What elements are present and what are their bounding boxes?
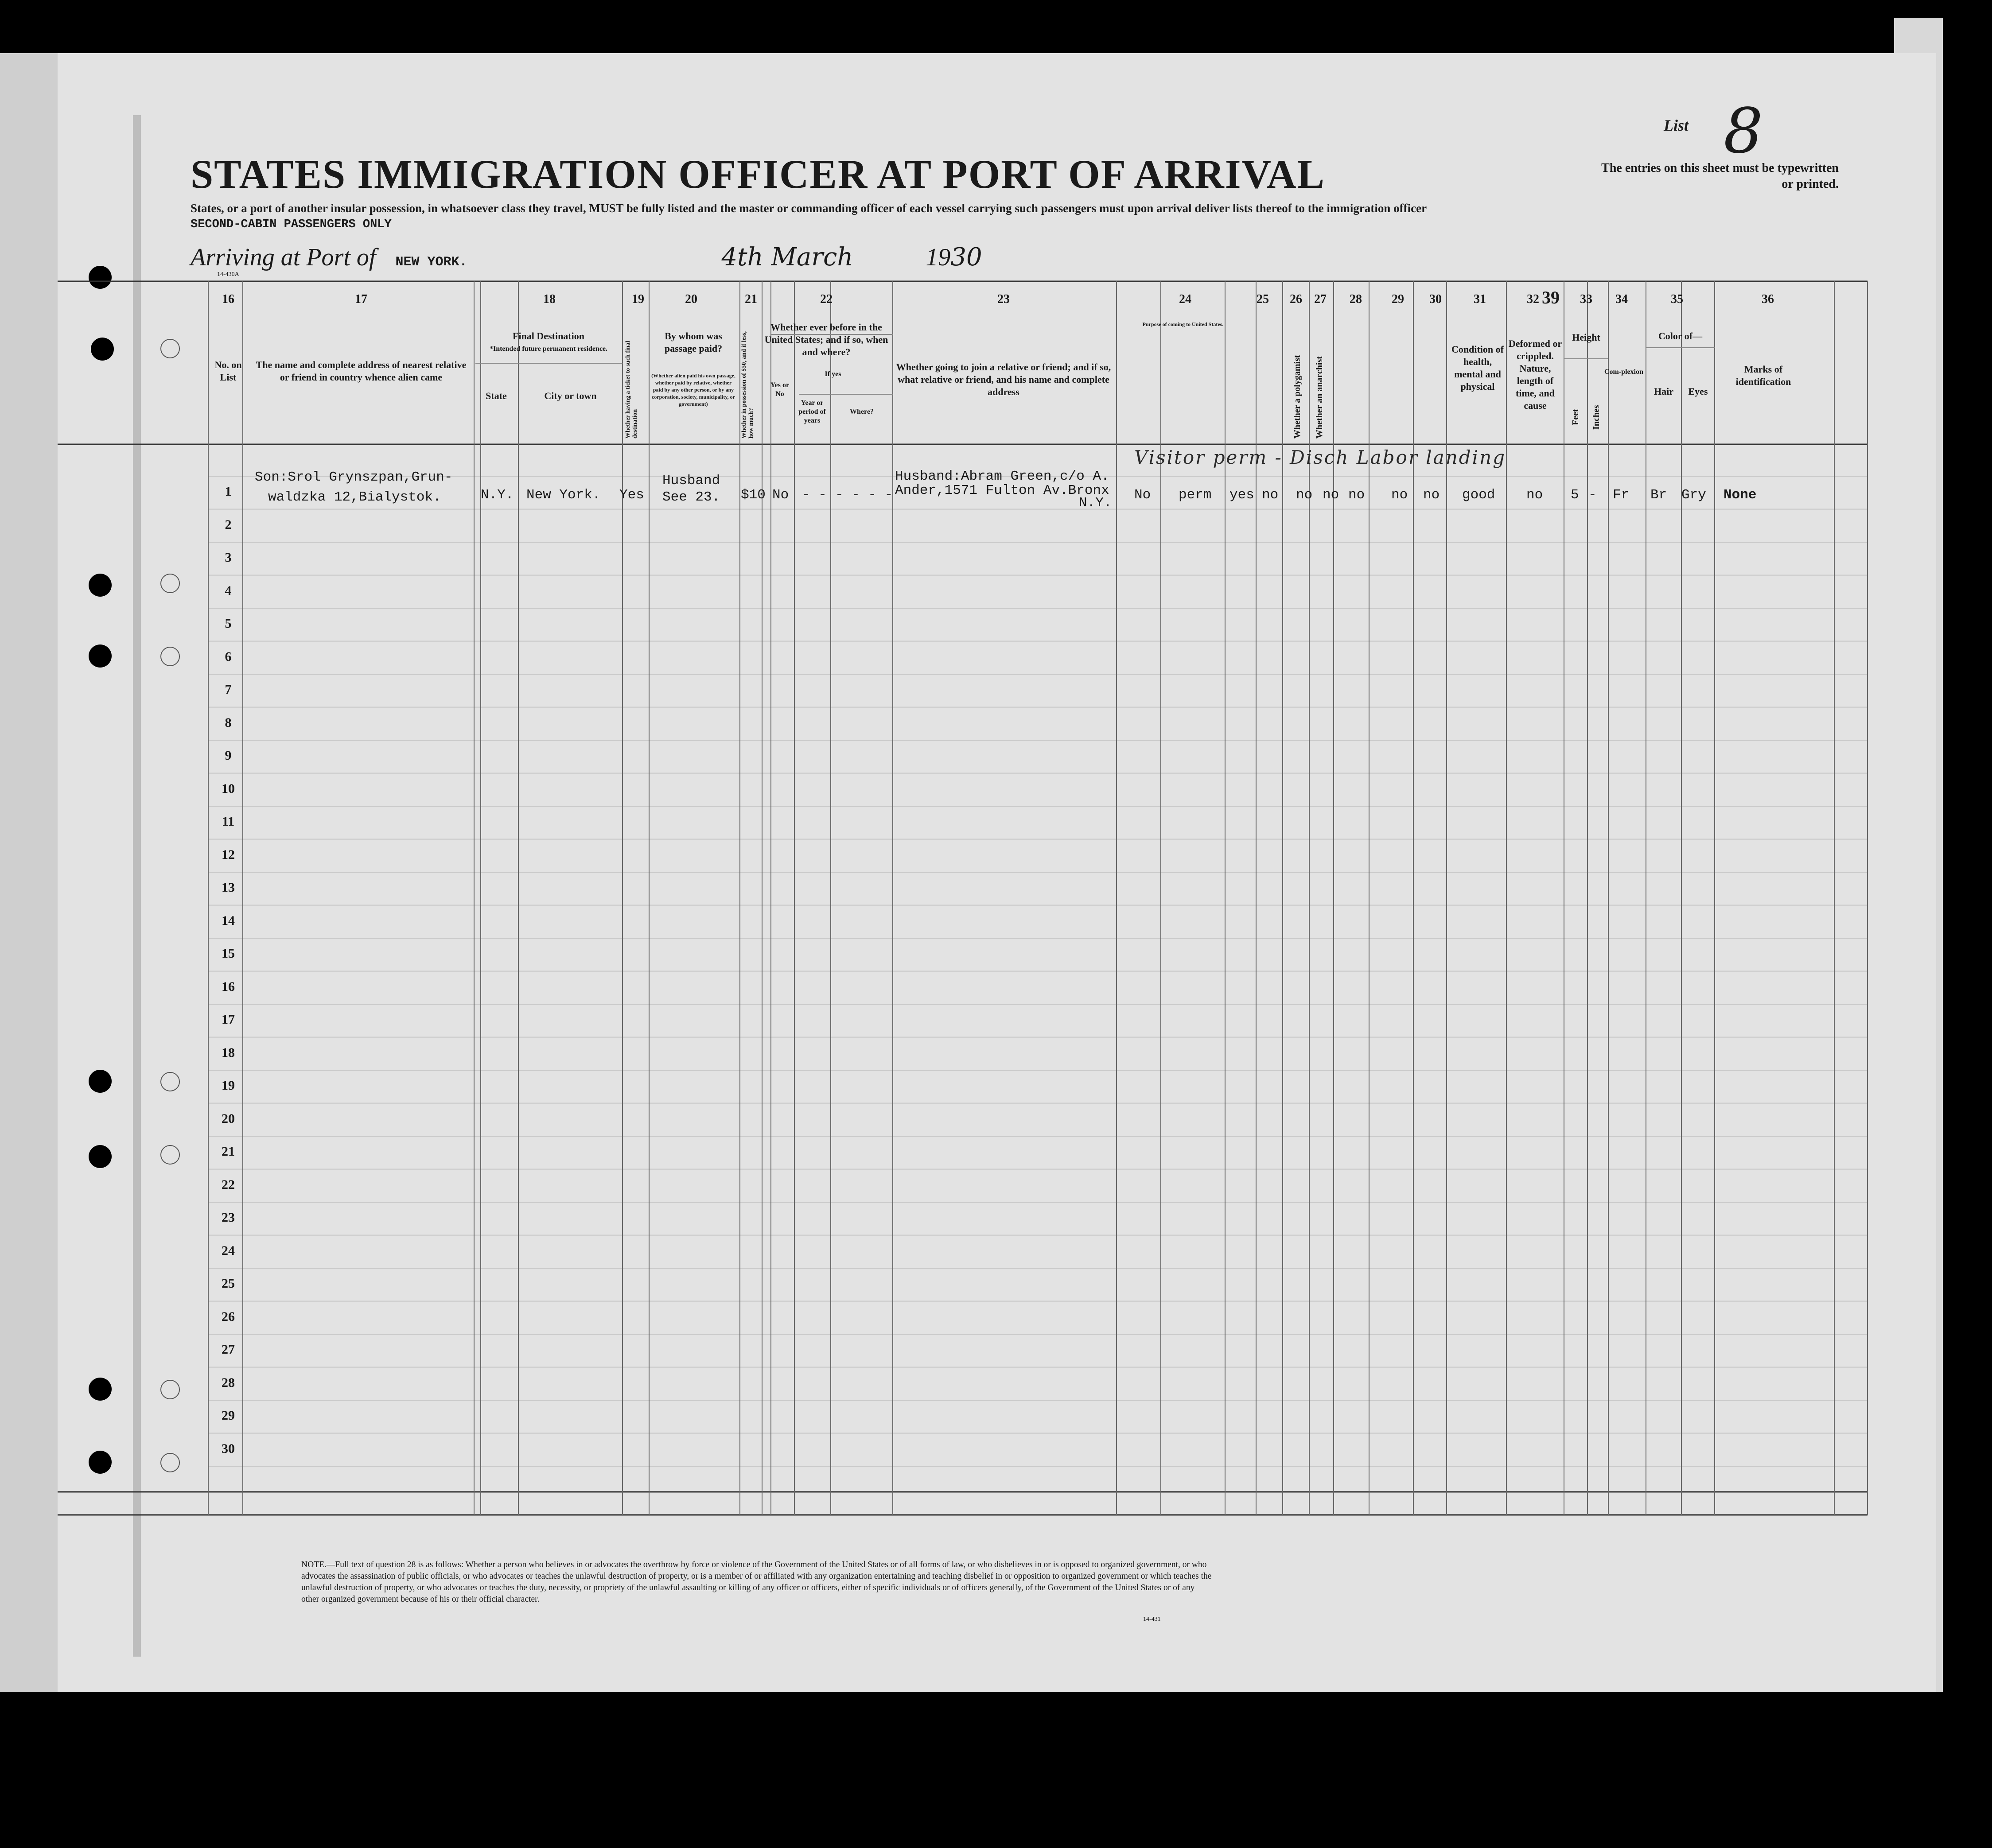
entry-ticket: Yes bbox=[619, 487, 644, 503]
header-purpose: Purpose of coming to United States. bbox=[1142, 321, 1224, 327]
col-number-25: 25 bbox=[1257, 292, 1269, 306]
header-yes-no: Yes or No bbox=[770, 381, 790, 398]
entry-state: N.Y. bbox=[481, 487, 514, 503]
entry-col24b: perm bbox=[1179, 487, 1212, 503]
col-number-34: 34 bbox=[1615, 292, 1628, 306]
header-where: Where? bbox=[850, 408, 874, 415]
header-passage-paid: By whom was passage paid? bbox=[664, 330, 723, 354]
header-color-of: Color of— bbox=[1658, 330, 1703, 342]
row-number: 7 bbox=[225, 682, 232, 697]
handwritten-annotation: Visitor perm - Disch Labor landing bbox=[1134, 446, 1506, 468]
row-number: 9 bbox=[225, 748, 232, 763]
entry-col27: no bbox=[1323, 487, 1339, 503]
header-polygamist: Whether a polygamist bbox=[1292, 355, 1302, 439]
row-number: 30 bbox=[222, 1441, 235, 1456]
col-number-21: 21 bbox=[745, 292, 757, 306]
col-number-17: 17 bbox=[355, 292, 367, 306]
col-number-33: 33 bbox=[1580, 292, 1592, 306]
header-anarchist: Whether an anarchist bbox=[1315, 356, 1324, 439]
arriving-label: Arriving at Port of bbox=[191, 244, 376, 271]
header-hair: Hair bbox=[1654, 386, 1673, 397]
entry-relative-line2: waldzka 12,Bialystok. bbox=[268, 489, 441, 505]
footer-form-number: 14-431 bbox=[1143, 1616, 1161, 1623]
port-name: NEW YORK. bbox=[395, 255, 467, 270]
header-nearest-relative: The name and complete address of nearest relative or friend in country whence alien came bbox=[256, 359, 467, 383]
header-state: State bbox=[486, 390, 507, 401]
page-title: STATES IMMIGRATION OFFICER AT PORT OF ARRIVAL bbox=[191, 151, 1325, 197]
entry-col30: no bbox=[1423, 487, 1440, 503]
row-number: 24 bbox=[222, 1243, 235, 1258]
entry-hair: Br bbox=[1650, 487, 1667, 503]
row-number: 15 bbox=[222, 946, 235, 961]
entry-joining-line1: Husband:Abram Green,c/o A. bbox=[895, 469, 1109, 484]
entry-paid-by-line1: Husband bbox=[662, 473, 720, 489]
col-number-27: 27 bbox=[1314, 292, 1327, 306]
row-number: 13 bbox=[222, 880, 235, 895]
col-number-32: 32 bbox=[1527, 292, 1539, 306]
col-number-30: 30 bbox=[1429, 292, 1442, 306]
entry-joining-line3: N.Y. bbox=[1079, 495, 1112, 511]
col-number-31: 31 bbox=[1474, 292, 1486, 306]
header-if-yes: If yes bbox=[825, 370, 841, 378]
header-complexion: Com-plexion bbox=[1604, 368, 1643, 376]
entry-period: - - bbox=[802, 487, 827, 503]
entry-inches: - bbox=[1588, 487, 1597, 503]
row-number: 17 bbox=[222, 1012, 235, 1027]
header-marks: Marks of identification bbox=[1735, 364, 1791, 387]
entry-col24c: yes bbox=[1229, 487, 1254, 503]
row-number: 29 bbox=[222, 1408, 235, 1423]
header-joining: Whether going to join a relative or friend; and if so, what relative or friend, and his name and complete address bbox=[896, 361, 1111, 397]
row-number: 5 bbox=[225, 616, 232, 631]
col-number-24: 24 bbox=[1179, 292, 1191, 306]
entry-paid-by-line2: See 23. bbox=[662, 489, 720, 505]
entry-complexion: Fr bbox=[1613, 487, 1630, 503]
entry-joining-line2: Ander,1571 Fulton Av.Bronx bbox=[895, 483, 1109, 498]
arrival-date: 4th March bbox=[721, 243, 853, 272]
col-number-20: 20 bbox=[685, 292, 697, 306]
row-number: 1 bbox=[225, 484, 232, 499]
row-number: 14 bbox=[222, 913, 235, 928]
row-number: 21 bbox=[222, 1144, 235, 1159]
arrival-line bbox=[191, 243, 982, 272]
entry-city: New York. bbox=[526, 487, 601, 503]
header-city: City or town bbox=[544, 390, 597, 401]
row-number: 6 bbox=[225, 649, 232, 664]
entry-col25: no bbox=[1262, 487, 1279, 503]
entry-where: - - - - bbox=[835, 487, 893, 503]
row-number: 23 bbox=[222, 1210, 235, 1225]
header-eyes: Eyes bbox=[1688, 386, 1708, 397]
cabin-class: SECOND-CABIN PASSENGERS ONLY bbox=[191, 218, 392, 231]
list-number: 8 bbox=[1724, 95, 1763, 167]
row-number: 20 bbox=[222, 1111, 235, 1126]
header-health: Condition of health, mental and physical bbox=[1451, 344, 1504, 392]
entry-col24a: No bbox=[1134, 487, 1151, 503]
year-handwritten: 30 bbox=[950, 243, 982, 272]
form-number: 14-430A bbox=[217, 271, 239, 278]
list-label: List bbox=[1664, 116, 1689, 134]
row-number: 28 bbox=[222, 1375, 235, 1390]
header-ticket: Whether having a ticket to such final destination bbox=[625, 341, 638, 439]
row-number: 3 bbox=[225, 550, 232, 565]
row-number: 22 bbox=[222, 1177, 235, 1192]
header-money: Whether in possession of $50, and if less, how much? bbox=[741, 331, 755, 439]
entry-feet: 5 bbox=[1571, 487, 1579, 503]
entry-money: $10 bbox=[741, 487, 766, 503]
entry-marks: None bbox=[1724, 487, 1757, 503]
entry-col29: no bbox=[1391, 487, 1408, 503]
entry-deformed: no bbox=[1526, 487, 1543, 503]
entry-health: good bbox=[1462, 487, 1495, 503]
col-number-23: 23 bbox=[997, 292, 1010, 306]
col-number-26: 26 bbox=[1290, 292, 1302, 306]
row-number: 12 bbox=[222, 847, 235, 862]
col-number-36: 36 bbox=[1762, 292, 1774, 306]
footnote: NOTE.—Full text of question 28 is as follows: Whether a person who believes in or advocates the overthrow by force or violence of the Government of the United States or of all forms of law, or who disbelieves in or is opposed to organized government, or who advocates the assassination of public officials, or who advocates or teaches the unlawful destruction of property, or is a member of or affiliated with any organization entertaining and teaching disbelief in or opposition to organized government or which teaches the unlawful destruction of property, or who advocates or teaches the duty, necessity, or propriety of the unlawful assaulting or killing of any officer or officers, either of specific individuals or of officers generally, of the Government of the United States or of any other organized government because of his or their official character. bbox=[301, 1560, 1212, 1604]
col-number-29: 29 bbox=[1392, 292, 1404, 306]
header-inches: Inches bbox=[1591, 405, 1601, 430]
header-year-period: Year or period of years bbox=[798, 399, 826, 424]
row-number: 18 bbox=[222, 1045, 235, 1060]
entry-relative-line1: Son:Srol Grynszpan,Grun- bbox=[255, 470, 453, 485]
col-number-35: 35 bbox=[1671, 292, 1683, 306]
row-number: 8 bbox=[225, 715, 232, 730]
row-number: 16 bbox=[222, 979, 235, 994]
header-deformed: Deformed or crippled. Nature, length of time, and cause bbox=[1508, 338, 1562, 411]
row-number: 2 bbox=[225, 517, 232, 532]
entry-col28: no bbox=[1348, 487, 1365, 503]
entry-col26: no bbox=[1296, 487, 1313, 503]
header-height: Height bbox=[1572, 332, 1600, 343]
col-number-28: 28 bbox=[1350, 292, 1362, 306]
header-destination-note: *Intended future permanent residence. bbox=[489, 345, 608, 353]
header-passage-note: (Whether alien paid his own passage, whether paid by relative, whether paid by any other person, or by any corporation, society, municipality, or government) bbox=[651, 373, 735, 407]
entries-note: The entries on this sheet must be typewritten or printed. bbox=[1601, 161, 1839, 191]
row-number: 4 bbox=[225, 583, 232, 598]
row-number: 11 bbox=[222, 814, 235, 829]
row-number: 19 bbox=[222, 1078, 235, 1093]
entry-been-before: No bbox=[772, 487, 789, 503]
header-feet: Feet bbox=[1571, 409, 1580, 425]
instructions-text: States, or a port of another insular possession, in whatsoever class they travel, MUST be fully listed and the master or commanding officer of each vessel carrying such passengers must upon arrival deliver lists thereof to the immigration officer bbox=[191, 202, 1427, 215]
col-number-18: 18 bbox=[543, 292, 556, 306]
entry-eyes: Gry bbox=[1681, 487, 1706, 503]
col-number-19: 19 bbox=[632, 292, 644, 306]
col-number-22: 22 bbox=[820, 292, 833, 306]
row-number: 27 bbox=[222, 1342, 235, 1357]
year-prefix: 19 bbox=[926, 244, 951, 271]
row-number: 26 bbox=[222, 1309, 235, 1324]
header-ever-before: Whether ever before in the United States; and if so, when and where? bbox=[764, 322, 888, 357]
header-final-destination: Final Destination bbox=[513, 330, 584, 342]
row-number: 25 bbox=[222, 1276, 235, 1291]
header-no-on-list: No. on List bbox=[214, 359, 242, 383]
col-number-16: 16 bbox=[222, 292, 234, 306]
row-number: 10 bbox=[222, 781, 235, 796]
stamped-number: 39 bbox=[1542, 287, 1560, 307]
